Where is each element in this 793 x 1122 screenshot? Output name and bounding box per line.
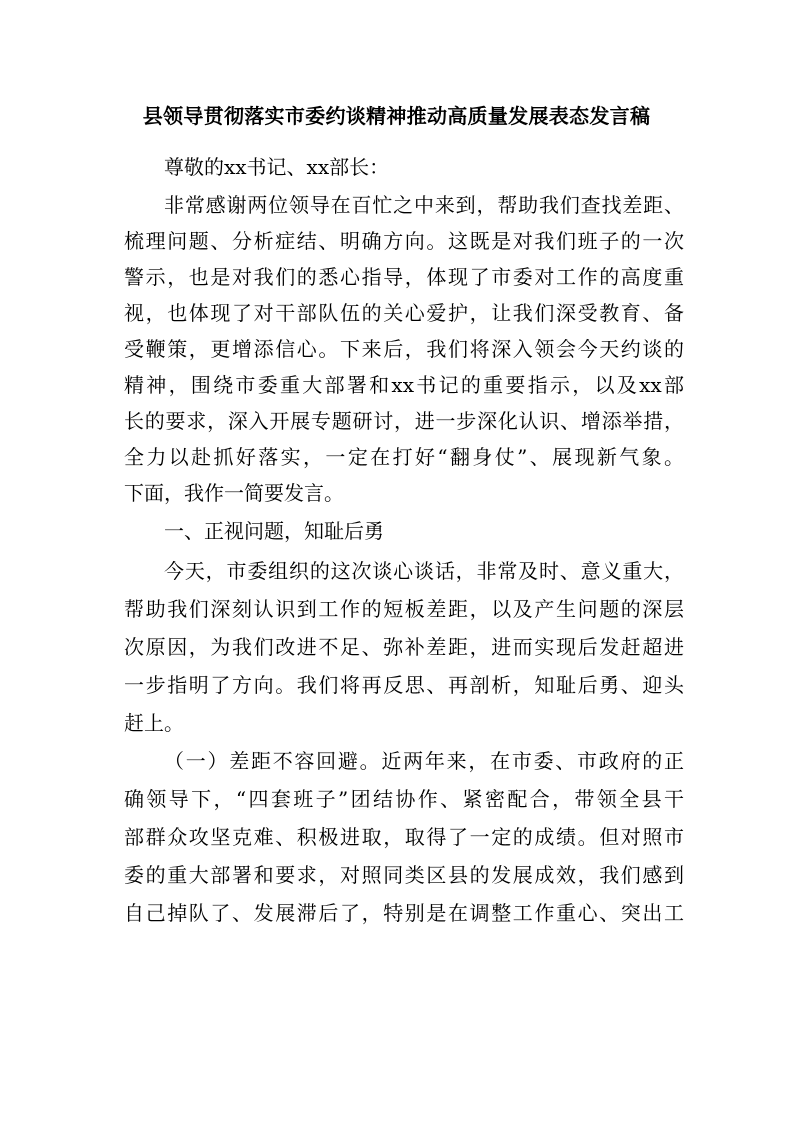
paragraph-line: 一步指明了方向。我们将再反思、再剖析，知耻后勇、迎头 [124, 673, 684, 697]
paragraph-line: 非常感谢两位领导在百忙之中来到，帮助我们查找差距、 [164, 193, 684, 217]
paragraph-line: 今天，市委组织的这次谈心谈话，非常及时、意义重大， [164, 559, 684, 583]
section-heading: 一、正视问题，知耻后勇 [164, 519, 384, 543]
paragraph-line: 委的重大部署和要求，对照同类区县的发展成效，我们感到 [124, 863, 684, 887]
paragraph-line: 梳理问题、分析症结、明确方向。这既是对我们班子的一次 [124, 229, 684, 253]
paragraph-line: 部群众攻坚克难、积极进取，取得了一定的成绩。但对照市 [124, 825, 684, 849]
paragraph-line: 赶上。 [124, 711, 184, 735]
paragraph-line: 次原因，为我们改进不足、弥补差距，进而实现后发赶超进 [124, 635, 684, 659]
paragraph-line: 确领导下，“四套班子”团结协作、紧密配合，带领全县干 [124, 787, 684, 811]
paragraph-line: 下面，我作一简要发言。 [124, 481, 344, 505]
subsection-line: （一）差距不容回避。近两年来，在市委、市政府的正 [164, 749, 684, 773]
paragraph-line: 长的要求，深入开展专题研讨，进一步深化认识、增添举措， [124, 409, 684, 433]
paragraph-line: 视，也体现了对干部队伍的关心爱护，让我们深受教育、备 [124, 301, 684, 325]
salutation-line: 尊敬的xx书记、xx部长： [164, 155, 390, 179]
paragraph-line: 精神，围绕市委重大部署和xx书记的重要指示，以及xx部 [124, 373, 684, 397]
paragraph-line: 全力以赴抓好落实，一定在打好“翻身仗”、展现新气象。 [124, 445, 684, 469]
document-title: 县领导贯彻落实市委约谈精神推动高质量发展表态发言稿 [142, 104, 651, 128]
paragraph-line: 受鞭策，更增添信心。下来后，我们将深入领会今天约谈的 [124, 337, 684, 361]
paragraph-line: 警示，也是对我们的悉心指导，体现了市委对工作的高度重 [124, 265, 684, 289]
paragraph-line: 帮助我们深刻认识到工作的短板差距，以及产生问题的深层 [124, 597, 684, 621]
paragraph-line: 自己掉队了、发展滞后了，特别是在调整工作重心、突出工 [124, 901, 684, 925]
